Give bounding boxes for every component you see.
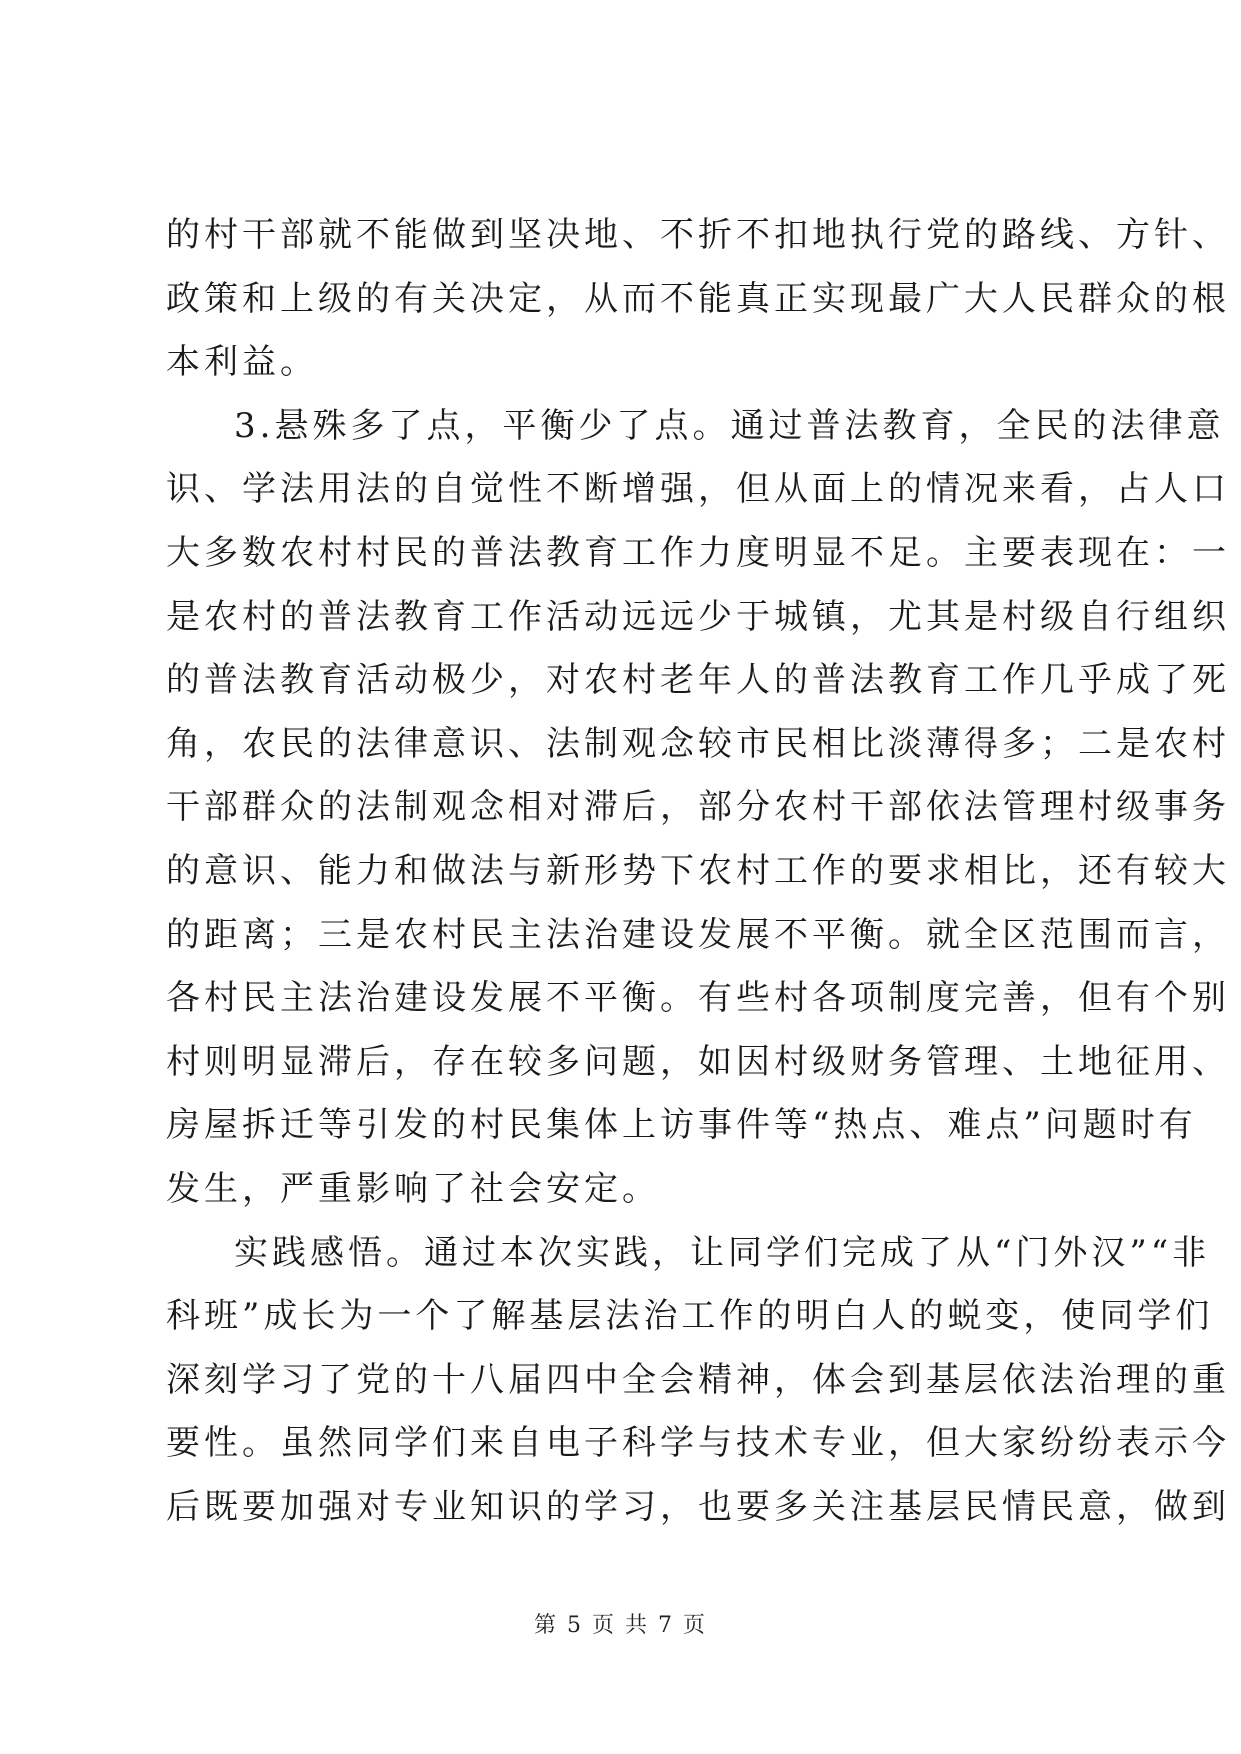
text-line: 是农村的普法教育工作活动远远少于城镇，尤其是村级自行组织	[166, 596, 1230, 637]
text-line: 政策和上级的有关决定，从而不能真正实现最广大人民群众的根	[166, 278, 1230, 319]
text-line: 村则明显滞后，存在较多问题，如因村级财务管理、土地征用、	[166, 1041, 1230, 1082]
text-line: 识、学法用法的自觉性不断增强，但从面上的情况来看，占人口	[166, 469, 1230, 510]
text-line: 的普法教育活动极少，对农村老年人的普法教育工作几乎成了死	[166, 660, 1230, 701]
text-line: 角，农民的法律意识、法制观念较市民相比淡薄得多；二是农村	[166, 723, 1230, 764]
text-line: 各村民主法治建设发展不平衡。有些村各项制度完善，但有个别	[166, 978, 1230, 1019]
page-number-footer: 第 5 页 共 7 页	[534, 1613, 707, 1638]
text-line: 发生，严重影响了社会安定。	[166, 1168, 660, 1209]
text-line: 干部群众的法制观念相对滞后，部分农村干部依法管理村级事务	[166, 787, 1230, 828]
text-line: 的意识、能力和做法与新形势下农村工作的要求相比，还有较大	[166, 850, 1230, 891]
text-line: 3.悬殊多了点，平衡少了点。通过普法教育，全民的法律意	[234, 405, 1225, 446]
text-line: 深刻学习了党的十八届四中全会精神，体会到基层依法治理的重	[166, 1359, 1230, 1400]
text-line: 本利益。	[166, 342, 318, 383]
text-line: 要性。虽然同学们来自电子科学与技术专业，但大家纷纷表示今	[166, 1423, 1230, 1464]
document-body	[166, 204, 1230, 1539]
text-line: 的村干部就不能做到坚决地、不折不扣地执行党的路线、方针、	[166, 215, 1230, 255]
text-line: 科班”成长为一个了解基层法治工作的明白人的蜕变，使同学们	[166, 1296, 1214, 1337]
text-line: 实践感悟。通过本次实践，让同学们完成了从“门外汉”“非	[234, 1232, 1211, 1273]
text-line: 房屋拆迁等引发的村民集体上访事件等“热点、难点”问题时有	[166, 1105, 1197, 1146]
text-line: 后既要加强对专业知识的学习，也要多关注基层民情民意，做到	[166, 1486, 1230, 1527]
text-line: 大多数农村村民的普法教育工作力度明显不足。主要表现在：一	[166, 532, 1230, 573]
text-line: 的距离；三是农村民主法治建设发展不平衡。就全区范围而言，	[166, 914, 1230, 955]
